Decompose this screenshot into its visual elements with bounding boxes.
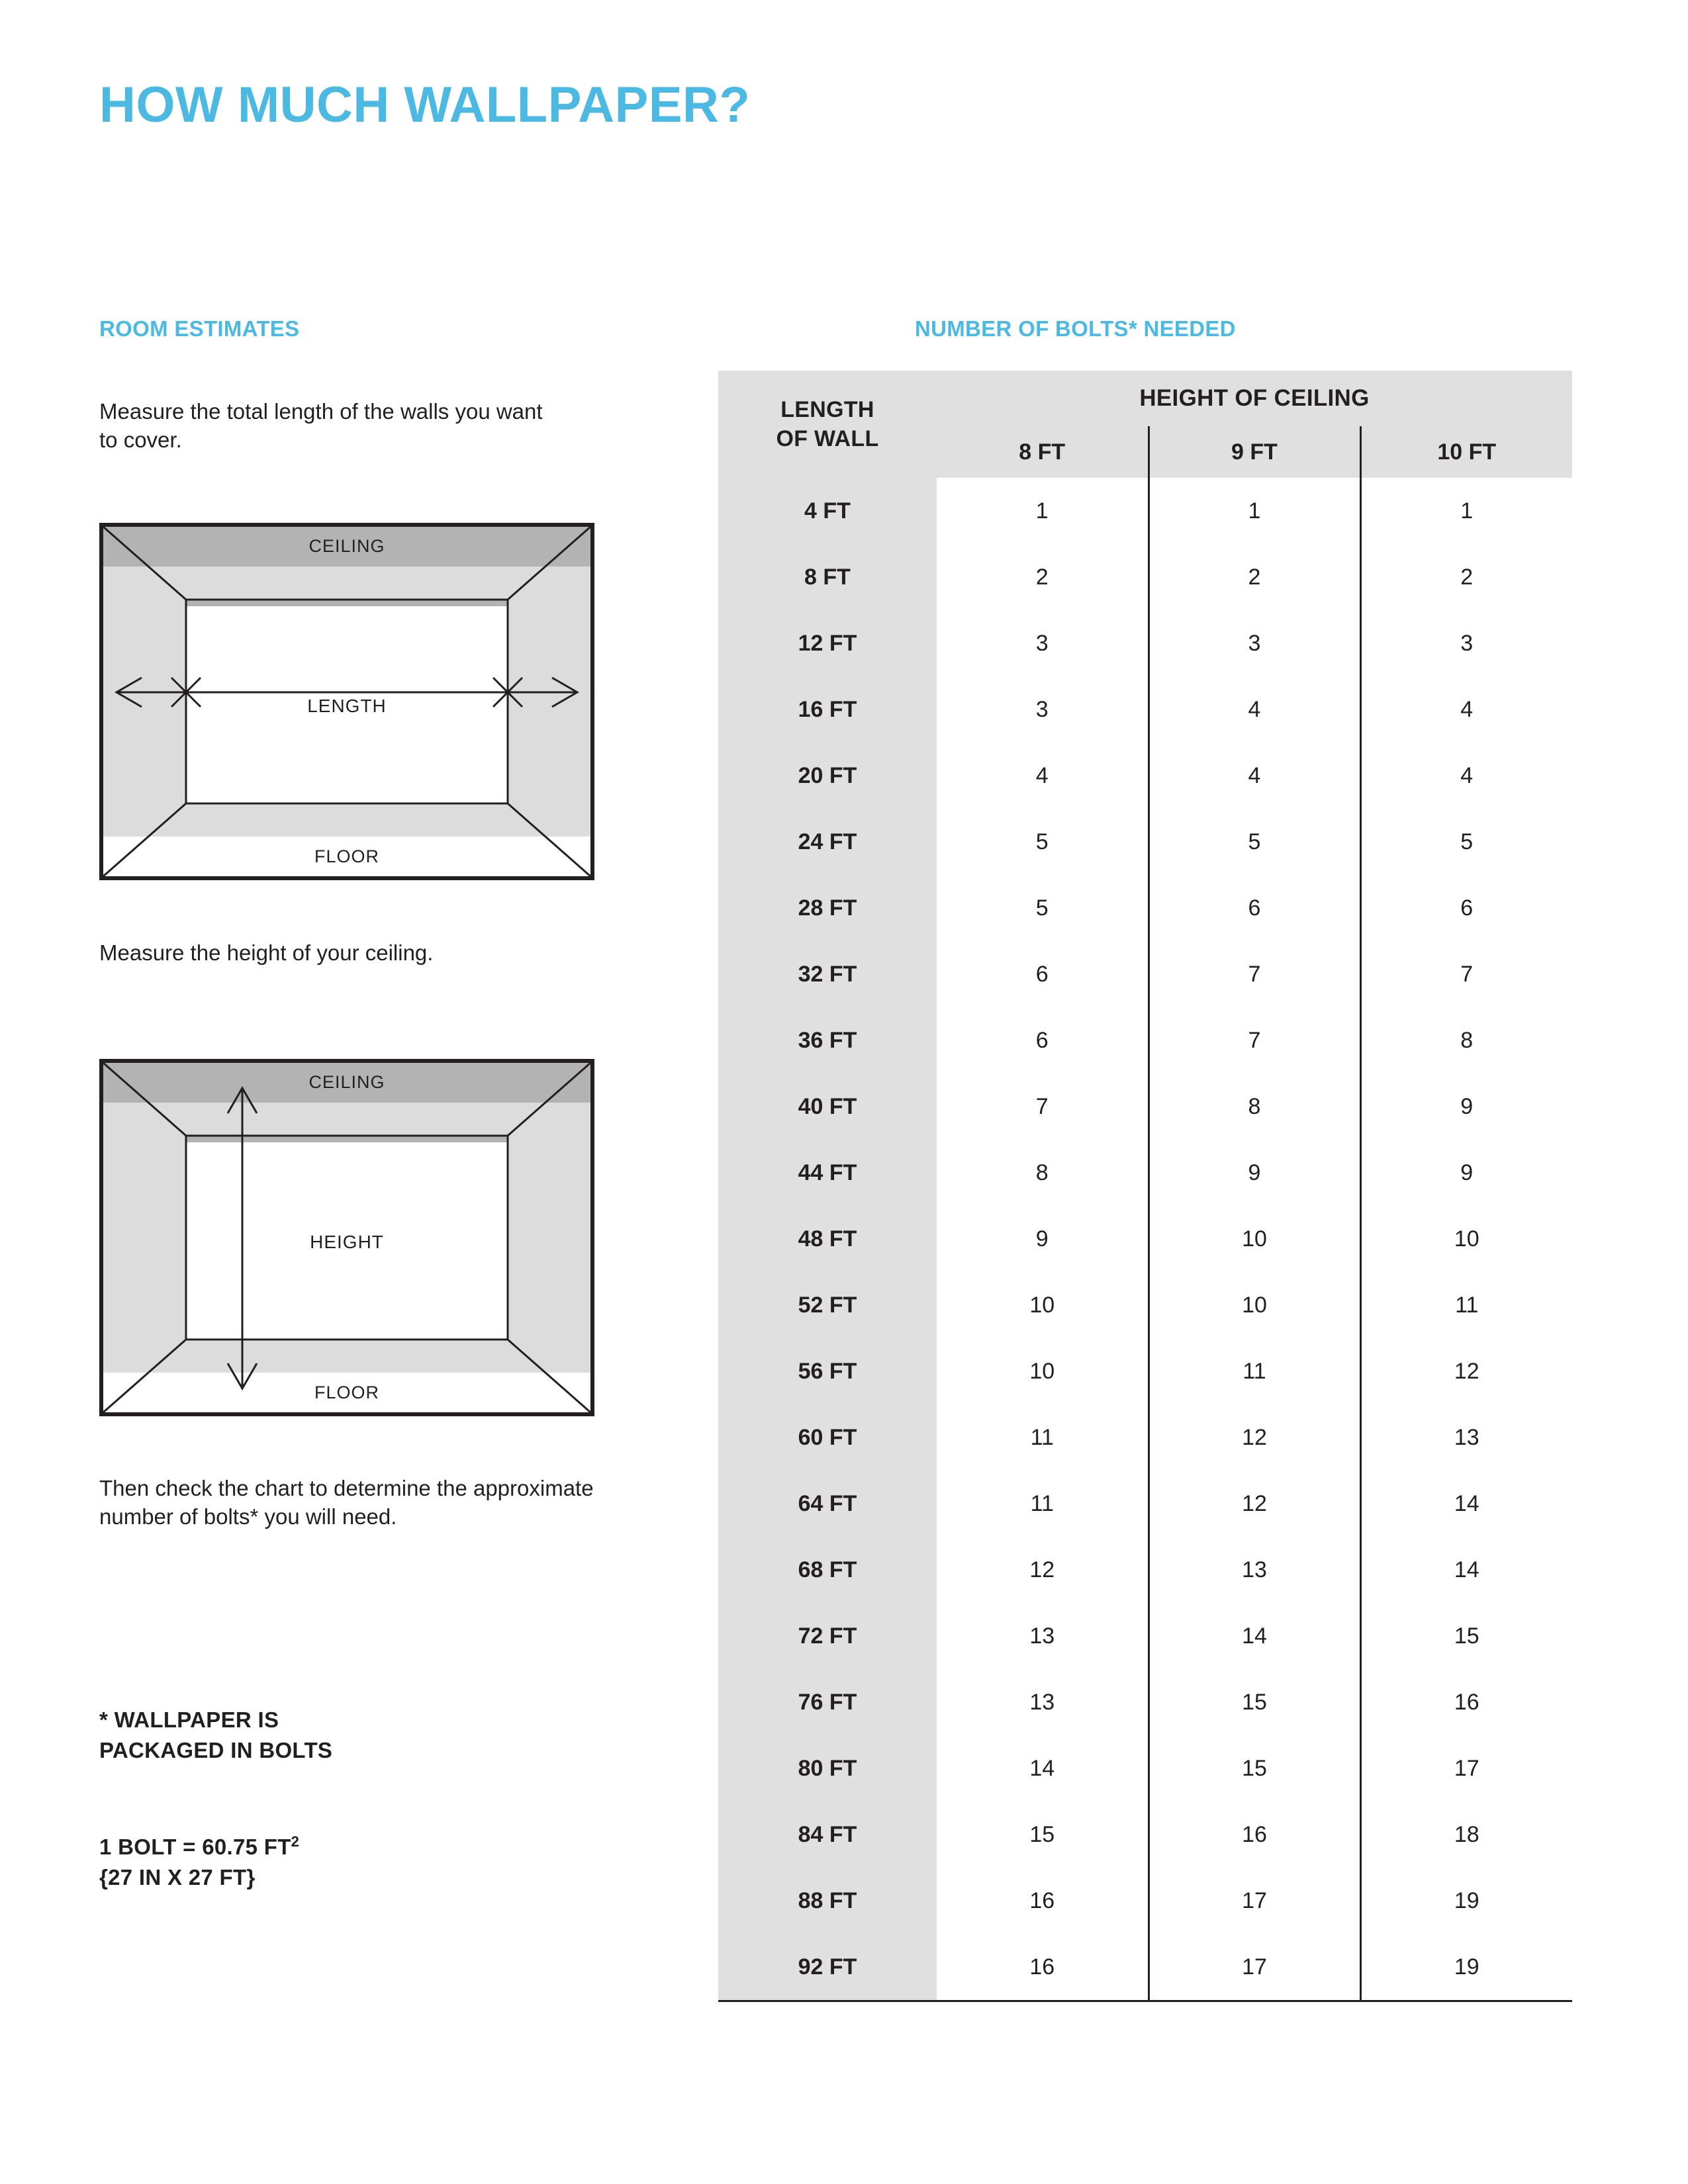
bolt-count-cell: 13: [937, 1603, 1149, 1669]
footnote-bolt-size: [99, 1827, 563, 1893]
bolt-count-cell: 17: [1149, 1934, 1360, 2001]
bolt-count-cell: 6: [937, 941, 1149, 1007]
bolt-count-cell: 3: [937, 610, 1149, 676]
bolt-count-cell: 11: [937, 1404, 1149, 1471]
footnote-line-3: [99, 1827, 563, 1862]
bolt-count-cell: 6: [1149, 875, 1360, 941]
bolt-count-cell: 11: [1360, 1272, 1572, 1338]
bolts-table-wrap: [718, 371, 1572, 2002]
bolt-count-cell: 3: [1149, 610, 1360, 676]
bolt-count-cell: 18: [1360, 1801, 1572, 1868]
bolt-count-cell: 19: [1360, 1934, 1572, 2001]
bolt-count-cell: 4: [1360, 743, 1572, 809]
row-length-label: 84 FT: [718, 1801, 937, 1868]
row-length-label: 16 FT: [718, 676, 937, 743]
header-height-of-ceiling: HEIGHT OF CEILING: [937, 371, 1572, 426]
bolts-needed-heading: NUMBER OF BOLTS* NEEDED: [915, 316, 1236, 341]
bolt-count-cell: 1: [937, 478, 1149, 544]
table-row: [718, 1735, 1572, 1801]
row-length-label: 88 FT: [718, 1868, 937, 1934]
row-length-label: 60 FT: [718, 1404, 937, 1471]
bolt-count-cell: 12: [1149, 1404, 1360, 1471]
bolt-count-cell: 2: [1360, 544, 1572, 610]
bolt-count-cell: 1: [1149, 478, 1360, 544]
table-row: [718, 478, 1572, 544]
bolt-count-cell: 5: [1360, 809, 1572, 875]
ceiling-height-diagram: [99, 1059, 594, 1416]
diagram1-ceiling-label: CEILING: [308, 536, 385, 556]
row-length-label: 68 FT: [718, 1537, 937, 1603]
bolt-count-cell: 1: [1360, 478, 1572, 544]
bolt-count-cell: 15: [1149, 1669, 1360, 1735]
diagram1-floor-label: FLOOR: [314, 846, 379, 866]
table-header-row-group: [718, 371, 1572, 426]
instruction-step-3: Then check the chart to determine the approximate number of bolts* you will need.: [99, 1476, 594, 1529]
table-row: [718, 941, 1572, 1007]
diagram1-length-label: LENGTH: [307, 696, 387, 716]
footnote-line-4: {27 IN X 27 FT}: [99, 1865, 256, 1889]
bolt-count-cell: 7: [1149, 1007, 1360, 1073]
bolt-count-cell: 10: [937, 1338, 1149, 1404]
row-length-label: 72 FT: [718, 1603, 937, 1669]
header-col-8-ft: 8 FT: [937, 426, 1149, 478]
table-row: [718, 1934, 1572, 2001]
row-length-label: 80 FT: [718, 1735, 937, 1801]
footnote-line-1: * WALLPAPER IS: [99, 1707, 279, 1732]
room-length-diagram: [99, 523, 594, 880]
table-row: [718, 1669, 1572, 1735]
footnote-line-2: PACKAGED IN BOLTS: [99, 1738, 333, 1762]
header-col-10-ft: 10 FT: [1360, 426, 1572, 478]
row-length-label: 36 FT: [718, 1007, 937, 1073]
bolt-count-cell: 7: [1360, 941, 1572, 1007]
footnote-packaging: [99, 1705, 563, 1766]
bolt-count-cell: 12: [937, 1537, 1149, 1603]
bolt-count-cell: 14: [1149, 1603, 1360, 1669]
bolt-count-cell: 6: [1360, 875, 1572, 941]
diagram2-ceiling-label: CEILING: [308, 1072, 385, 1092]
room-estimates-heading: ROOM ESTIMATES: [99, 316, 300, 341]
row-length-label: 28 FT: [718, 875, 937, 941]
bolt-count-cell: 16: [1360, 1669, 1572, 1735]
bolt-count-cell: 7: [1149, 941, 1360, 1007]
bolt-count-cell: 13: [1149, 1537, 1360, 1603]
bolt-count-cell: 17: [1149, 1868, 1360, 1934]
table-row: [718, 1868, 1572, 1934]
bolt-count-cell: 10: [937, 1272, 1149, 1338]
bolt-count-cell: 14: [937, 1735, 1149, 1801]
page-title: HOW MUCH WALLPAPER?: [99, 77, 751, 133]
bolt-count-cell: 3: [937, 676, 1149, 743]
bolt-count-cell: 14: [1360, 1537, 1572, 1603]
bolt-count-cell: 12: [1149, 1471, 1360, 1537]
row-length-label: 44 FT: [718, 1140, 937, 1206]
bolt-count-cell: 8: [1149, 1073, 1360, 1140]
row-length-label: 76 FT: [718, 1669, 937, 1735]
table-row: [718, 544, 1572, 610]
bolt-count-cell: 3: [1360, 610, 1572, 676]
table-row: [718, 743, 1572, 809]
bolt-count-cell: 15: [1149, 1735, 1360, 1801]
bolts-table: [718, 371, 1572, 2002]
row-length-label: 24 FT: [718, 809, 937, 875]
bolt-count-cell: 13: [937, 1669, 1149, 1735]
table-row: [718, 1471, 1572, 1537]
bolt-count-cell: 15: [1360, 1603, 1572, 1669]
row-length-label: 20 FT: [718, 743, 937, 809]
table-row: [718, 610, 1572, 676]
bolt-count-cell: 5: [937, 809, 1149, 875]
table-row: [718, 676, 1572, 743]
bolt-count-cell: 7: [937, 1073, 1149, 1140]
bolt-count-cell: 6: [937, 1007, 1149, 1073]
bolt-count-cell: 9: [1360, 1073, 1572, 1140]
bolt-count-cell: 5: [937, 875, 1149, 941]
bolt-count-cell: 19: [1360, 1868, 1572, 1934]
row-length-label: 4 FT: [718, 478, 937, 544]
table-row: [718, 1603, 1572, 1669]
table-row: [718, 1206, 1572, 1272]
table-row: [718, 809, 1572, 875]
bolt-count-cell: 10: [1149, 1206, 1360, 1272]
bolt-count-cell: 13: [1360, 1404, 1572, 1471]
header-length-of-wall: LENGTH OF WALL: [718, 371, 937, 478]
bolt-count-cell: 16: [937, 1868, 1149, 1934]
table-row: [718, 1338, 1572, 1404]
table-row: [718, 1073, 1572, 1140]
table-row: [718, 1537, 1572, 1603]
bolt-area-exponent: 2: [291, 1833, 300, 1850]
bolt-count-cell: 10: [1149, 1272, 1360, 1338]
bolt-count-cell: 8: [937, 1140, 1149, 1206]
bolt-count-cell: 4: [1360, 676, 1572, 743]
table-row: [718, 1272, 1572, 1338]
row-length-label: 64 FT: [718, 1471, 937, 1537]
bolt-count-cell: 9: [937, 1206, 1149, 1272]
row-length-label: 52 FT: [718, 1272, 937, 1338]
bolt-count-cell: 4: [1149, 743, 1360, 809]
bolt-count-cell: 10: [1360, 1206, 1572, 1272]
row-length-label: 12 FT: [718, 610, 937, 676]
row-length-label: 40 FT: [718, 1073, 937, 1140]
bolt-count-cell: 2: [937, 544, 1149, 610]
bolt-count-cell: 14: [1360, 1471, 1572, 1537]
bolt-count-cell: 16: [937, 1934, 1149, 2001]
bolt-count-cell: 17: [1360, 1735, 1572, 1801]
bolt-area-text: 1 BOLT = 60.75 FT: [99, 1835, 291, 1859]
instruction-step-1: Measure the total length of the walls you want to cover.: [99, 399, 543, 452]
bolt-count-cell: 4: [937, 743, 1149, 809]
bolt-count-cell: 15: [937, 1801, 1149, 1868]
bolt-count-cell: 9: [1360, 1140, 1572, 1206]
bolt-count-cell: 4: [1149, 676, 1360, 743]
bolt-count-cell: 16: [1149, 1801, 1360, 1868]
bolt-count-cell: 9: [1149, 1140, 1360, 1206]
table-row: [718, 875, 1572, 941]
diagram2-floor-label: FLOOR: [314, 1383, 379, 1402]
row-length-label: 32 FT: [718, 941, 937, 1007]
bolt-count-cell: 11: [937, 1471, 1149, 1537]
table-row: [718, 1007, 1572, 1073]
row-length-label: 48 FT: [718, 1206, 937, 1272]
row-length-label: 92 FT: [718, 1934, 937, 2001]
bolt-count-cell: 8: [1360, 1007, 1572, 1073]
row-length-label: 8 FT: [718, 544, 937, 610]
table-row: [718, 1140, 1572, 1206]
bolt-count-cell: 12: [1360, 1338, 1572, 1404]
diagram2-height-label: HEIGHT: [310, 1232, 384, 1252]
header-col-9-ft: 9 FT: [1149, 426, 1360, 478]
bolt-count-cell: 5: [1149, 809, 1360, 875]
table-row: [718, 1404, 1572, 1471]
bolt-count-cell: 11: [1149, 1338, 1360, 1404]
row-length-label: 56 FT: [718, 1338, 937, 1404]
table-row: [718, 1801, 1572, 1868]
instruction-step-2: Measure the height of your ceiling.: [99, 940, 434, 965]
bolt-count-cell: 2: [1149, 544, 1360, 610]
